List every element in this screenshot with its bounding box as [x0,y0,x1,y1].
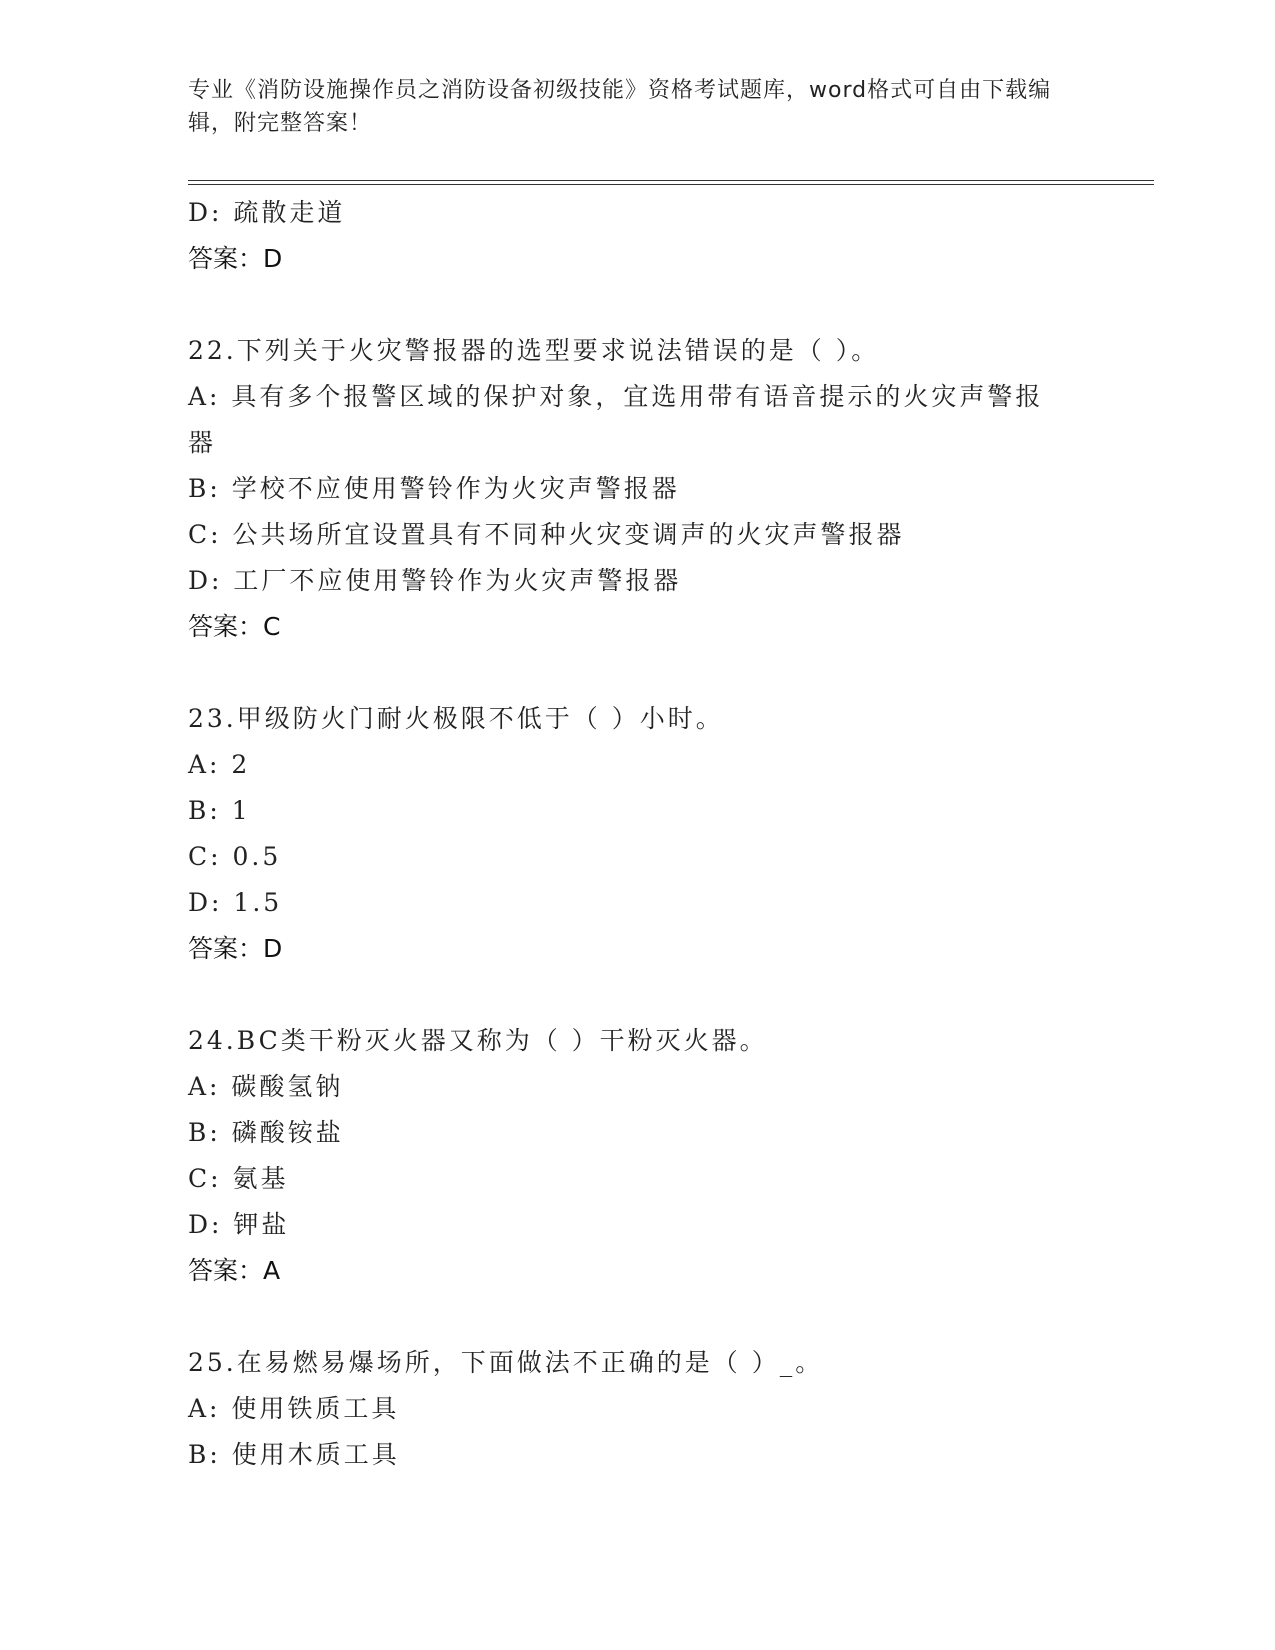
option-b: B: 1 [188,796,251,825]
option-d: D: 1.5 [188,888,283,917]
header-rule-bottom [188,184,1154,185]
question-23 [188,696,1088,972]
question-stem: 22.下列关于火灾警报器的选型要求说法错误的是（ ）。 [188,336,880,365]
option-a: A: 2 [188,750,251,779]
prev-answer: 答案：D [188,244,283,273]
option-d: D: 工厂不应使用警铃作为火灾声警报器 [188,566,682,595]
answer: 答案：D [188,934,283,963]
option-b: B: 磷酸铵盐 [188,1118,344,1147]
spacer [188,282,1088,328]
question-stem: 24.BC类干粉灭火器又称为（ ）干粉灭火器。 [188,1026,768,1055]
question-22 [188,328,1088,650]
option-a: A: 碳酸氢钠 [188,1072,344,1101]
option-a: A: 具有多个报警区域的保护对象，宜选用带有语音提示的火灾声警报器 [188,382,1044,457]
header-rule-top [188,180,1154,181]
question-24 [188,1018,1088,1294]
option-c: C: 氨基 [188,1164,289,1193]
answer: 答案：A [188,1256,281,1285]
option-c: C: 公共场所宜设置具有不同种火灾变调声的火灾声警报器 [188,520,905,549]
option-b: B: 学校不应使用警铃作为火灾声警报器 [188,474,680,503]
option-b: B: 使用木质工具 [188,1440,400,1469]
question-content [188,190,1088,1478]
prev-option-d: D: 疏散走道 [188,198,346,227]
spacer [188,650,1088,696]
question-25 [188,1340,1088,1478]
question-stem: 23.甲级防火门耐火极限不低于（ ）小时。 [188,704,724,733]
page-header: 专业《消防设施操作员之消防设备初级技能》资格考试题库，word格式可自由下载编辑，附完整答案！ [188,78,1052,136]
option-c: C: 0.5 [188,842,282,871]
option-a: A: 使用铁质工具 [188,1394,400,1423]
spacer [188,1294,1088,1340]
question-stem: 25.在易燃易爆场所，下面做法不正确的是（ ）_。 [188,1348,824,1377]
spacer [188,972,1088,1018]
answer: 答案：C [188,612,281,641]
option-d: D: 钾盐 [188,1210,290,1239]
